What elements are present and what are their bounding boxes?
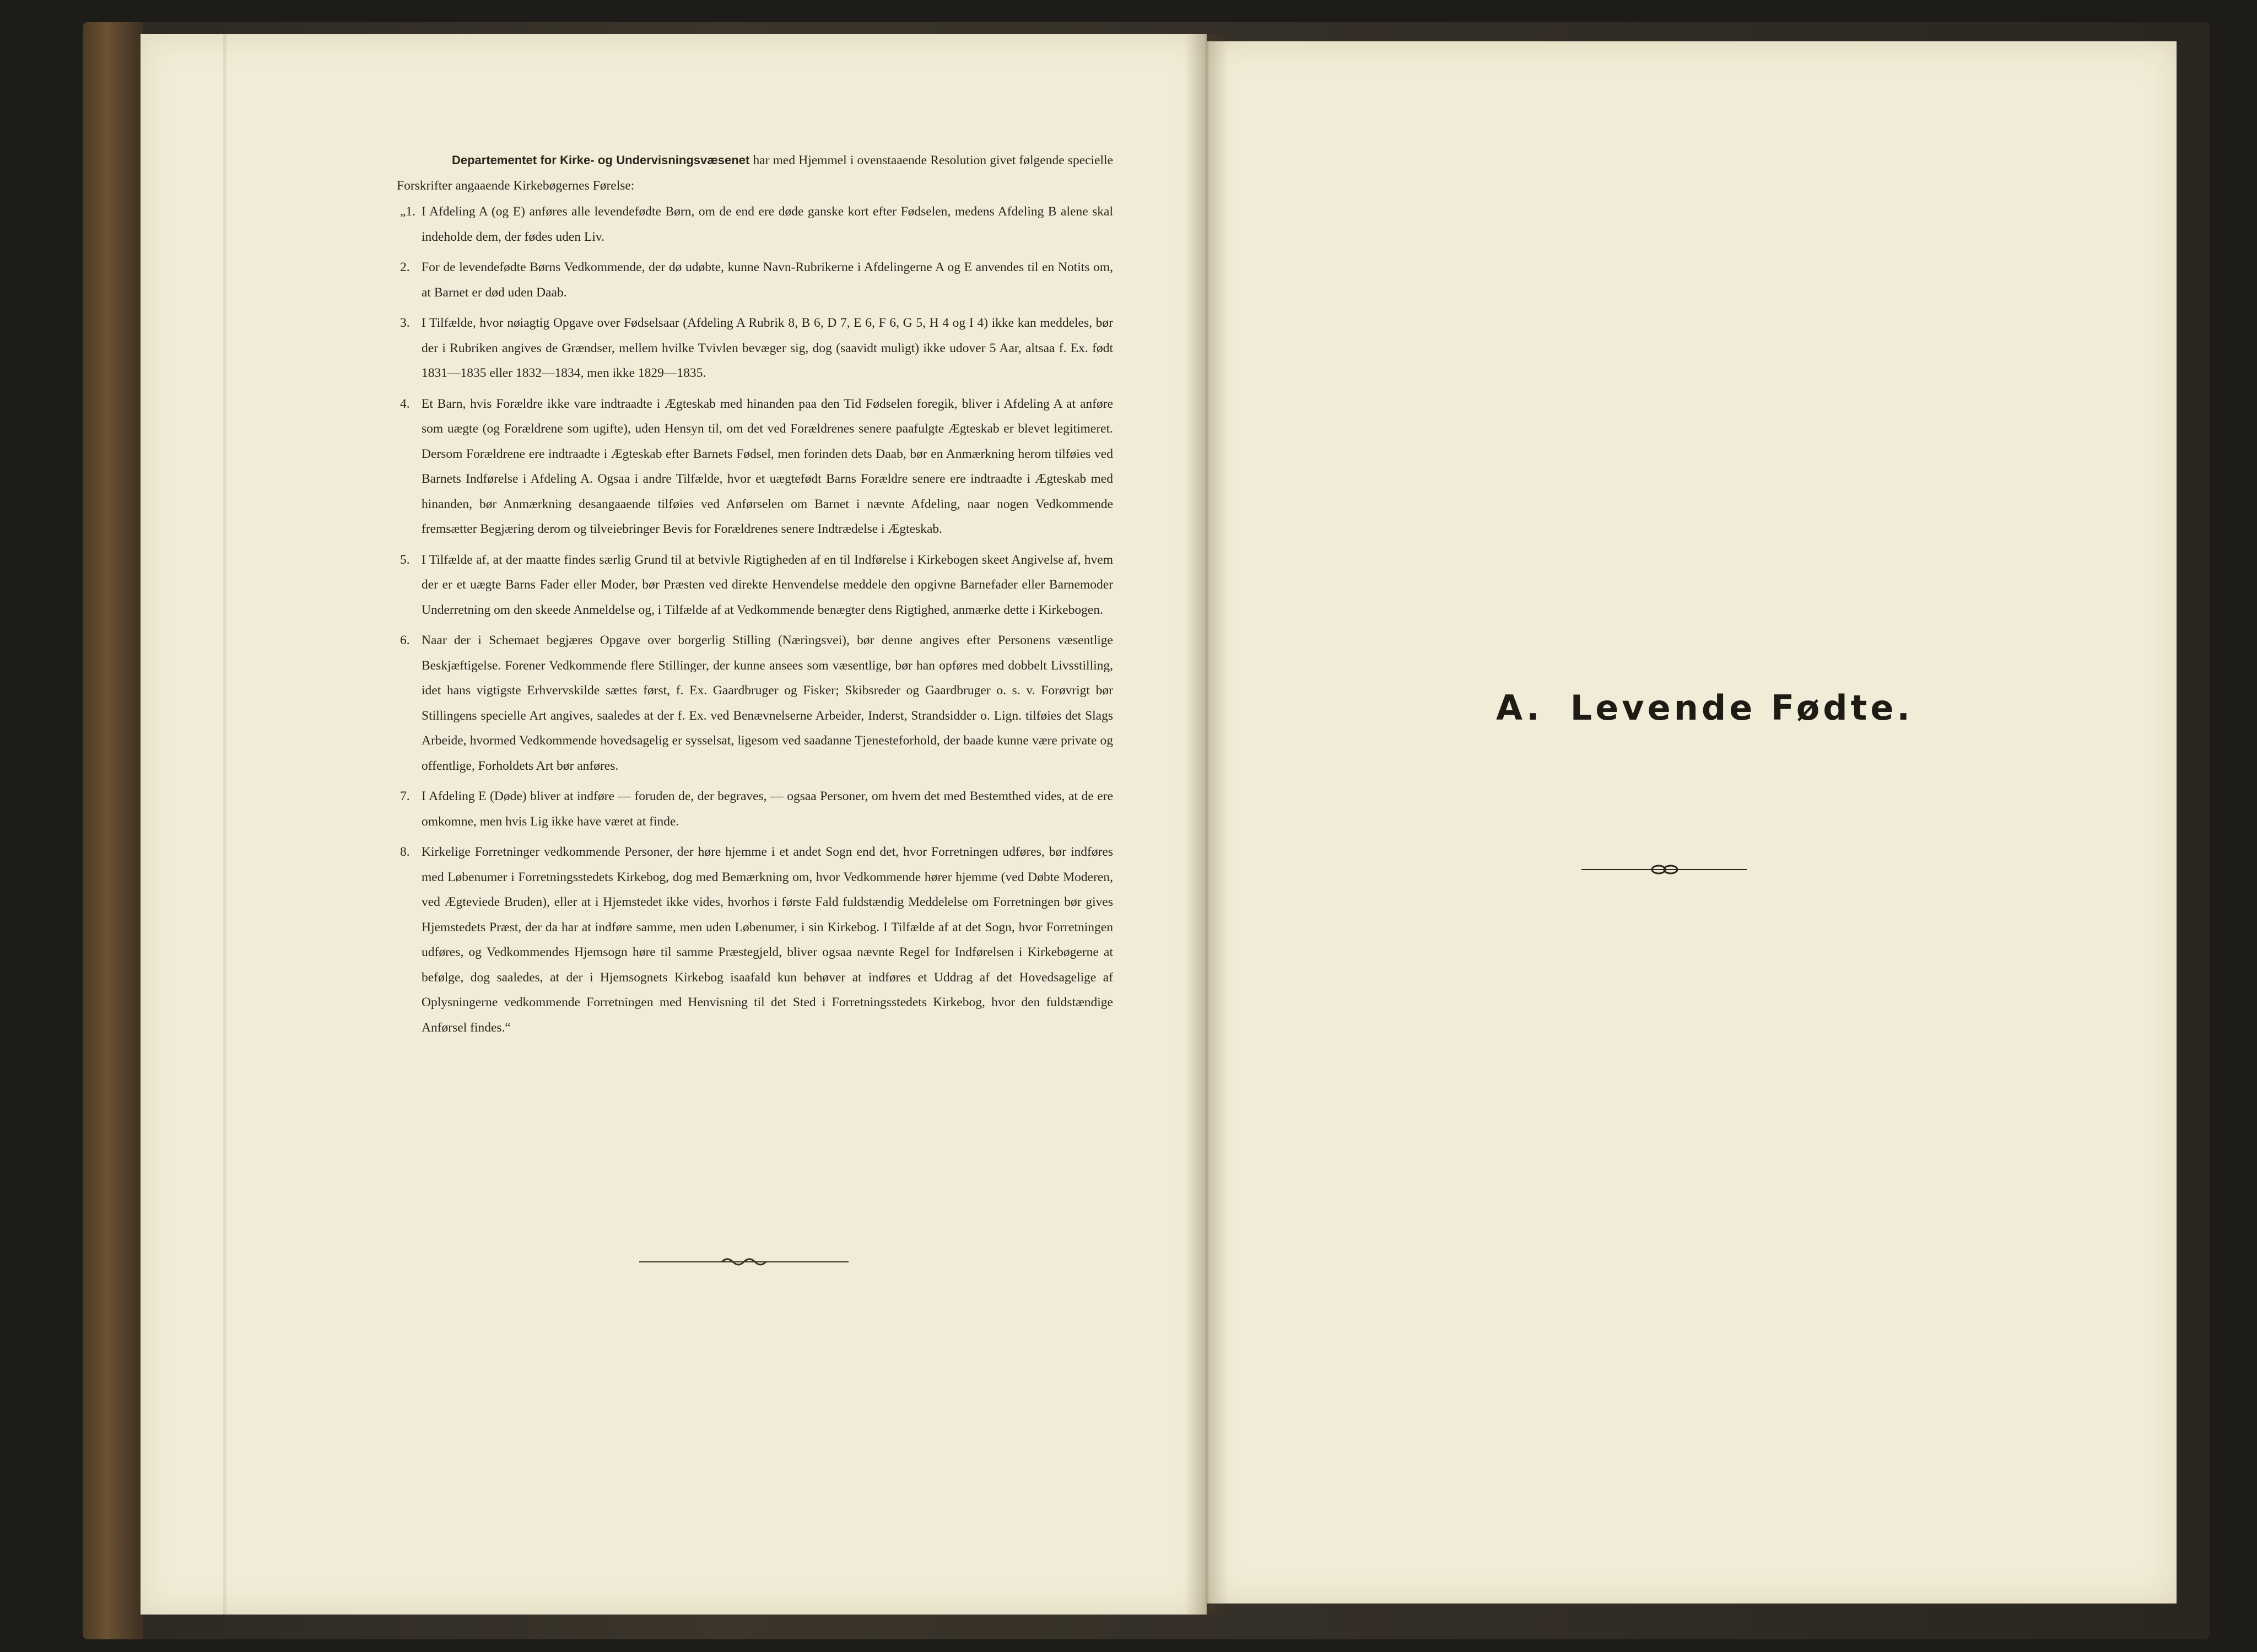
rule-item [397,628,1113,779]
rule-text: I Afdeling E (Døde) bliver at indføre — foruden de, der begraves, — ogsaa Personer, om hvem det med Bestemthed vides, at de ere omkomne, men hvis Lig ikke have været at finde. [422,789,1113,829]
rule-text: Naar der i Schemaet begjæres Opgave over borgerlig Stilling (Næringsvei), bør denne angives efter Personens væsentlige Beskjæftigelse. Forener Vedkommende flere Stillinger, der kunne ansees som væsentlige, bør han opføres med dobbelt Livsstilling, idet hans vigtigste Erhvervskilde sættes først, f. Ex. Gaardbruger og Fisker; Skibsreder og Gaardbruger o. s. v. Forøvrigt bør Stillingens specielle Art angives, saaledes at der f. Ex. ved Benævnelserne Arbeider, Inderst, Strandsidder o. Lign. tilføies det Slags Arbeide, hvormed Vedkommende hovedsagelig er sysselsat, ligesom ved saadanne Tjenesteforhold, der baade kunne være private og offentlige, Forholdets Art bør anføres. [422,633,1113,773]
rule-number: 8. [400,845,410,859]
rule-item [397,199,1113,250]
rule-number: 2. [400,260,410,274]
rule-text: I Tilfælde af, at der maatte findes særlig Grund til at betvivle Rigtigheden af en til Indførelse i Kirkebogen skeet Angivelse af, hvem der er et uægte Barns Fader eller Moder, bør Præsten ved direkte Henvendelse meddele den opgivne Barnefader eller Barnemoder Underretning om den skeede Anmeldelse og, i Tilfælde af at Vedkommende benægter dens Rigtighed, anmærke dette i Kirkebogen. [422,552,1113,617]
rule-item [397,784,1113,834]
rule-number: 6. [400,633,410,647]
department-name: Departementet for Kirke- og Undervisningsvæsenet [452,153,750,167]
section-heading: Levende Fødte. [1570,688,1913,728]
rule-text: I Tilfælde, hvor nøiagtig Opgave over Fødselsaar (Afdeling A Rubrik 8, B 6, D 7, E 6, F 6, G 5, H 4 og I 4) ikke kan meddeles, bør der i Rubriken angives de Grændser, mellem hvilke Tvivlen bevæger sig, dog (saavidt muligt) ikke udover 5 Aar, altsaa f. Ex. født 1831—1835 eller 1832—1834, men ikke 1829—1835. [422,316,1113,380]
rule-number: „1. [400,204,416,219]
rule-text: For de levendefødte Børns Vedkommende, der dø udøbte, kunne Navn-Rubrikerne i Afdelingerne A og E anvendes til en Notits om, at Barnet er død uden Daab. [422,260,1113,300]
rule-item [397,392,1113,542]
section-title [1496,688,1913,728]
rule-text: Kirkelige Forretninger vedkommende Personer, der høre hjemme i et andet Sogn end det, hvor Forretningen udføres, bør indføres med Løbenumer i Forretningsstedets Kirkebog, dog med Bemærkning om, hvor Vedkommende hører hjemme (ved Døbte Moderen, ved Ægteviede Bruden), eller at i Hjemstedet ikke vides, hvorhos i første Fald fuldstændig Meddelelse om Forretningen bør gives Hjemstedets Præst, der da har at indføre samme, men uden Løbenumer, i sin Kirkebog. I Tilfælde af at det Sogn, hvor Forretningen udføres, og Vedkommendes Hjemsogn høre til samme Præstegjeld, bliver ogsaa nævnte Regel for Indførelsen i Kirkebøgerne at befølge, dog saaledes, at der i Hjemsognets Kirkebog isaafald kun behøver at indføres et Uddrag af det Hovedsagelige af Oplysningerne vedkommende Forretningen med Henvisning til det Sted i Forretningsstedets Kirkebog, hvor den fuldstændige Anførsel findes.“ [422,845,1113,1035]
ornament-divider-right [1581,861,1747,878]
rule-number: 5. [400,552,410,567]
rule-item [397,311,1113,386]
rule-text: I Afdeling A (og E) anføres alle levendefødte Børn, om de end ere døde ganske kort efter Fødselen, medens Afdeling B alene skal indeholde dem, der fødes uden Liv. [422,204,1113,244]
rule-text: Et Barn, hvis Forældre ikke vare indtraadte i Ægteskab med hinanden paa den Tid Fødselen foregik, bliver i Afdeling A at anføre som uægte (og Forældrene som ugifte), uden Hensyn til, om det ved Forældrenes senere paafulgte Ægteskab er blevet legitimeret. Dersom Forældrene ere indtraadte i Ægteskab efter Barnets Fødsel, men forinden dets Daab, bør en Anmærkning herom tilføies ved Barnets Indførelse i Afdeling A. Ogsaa i andre Tilfælde, hvor et uægtefødt Barns Forældre senere ere indtraadte i Ægteskab med hinanden, bør Anmærkning desangaaende tilføies ved Anførselen om Barnet i nævnte Afdeling, naar nogen Vedkommende fremsætter Begjæring derom og tilveiebringer Bevis for Forældrenes senere Indtrædelse i Ægteskab. [422,396,1113,536]
intro-text: har med Hjemmel i ovenstaaende Resolution givet følgende specielle Forskrifter angaaende Kirkebøgernes Førelse: [397,153,1114,193]
section-letter: A. [1496,688,1543,728]
rule-item [397,255,1113,305]
rule-item [397,548,1113,623]
right-page [1207,41,2177,1604]
rules-list [397,199,1113,1040]
intro-paragraph [397,148,1113,198]
ornament-divider-left [639,1254,849,1270]
rule-number: 4. [400,396,410,411]
rule-item [397,840,1113,1040]
rule-number: 7. [400,789,410,803]
regulations-text [397,148,1113,1046]
page-gutter [1185,34,1229,1615]
book-spine-edge [83,22,143,1639]
rule-number: 3. [400,316,410,330]
